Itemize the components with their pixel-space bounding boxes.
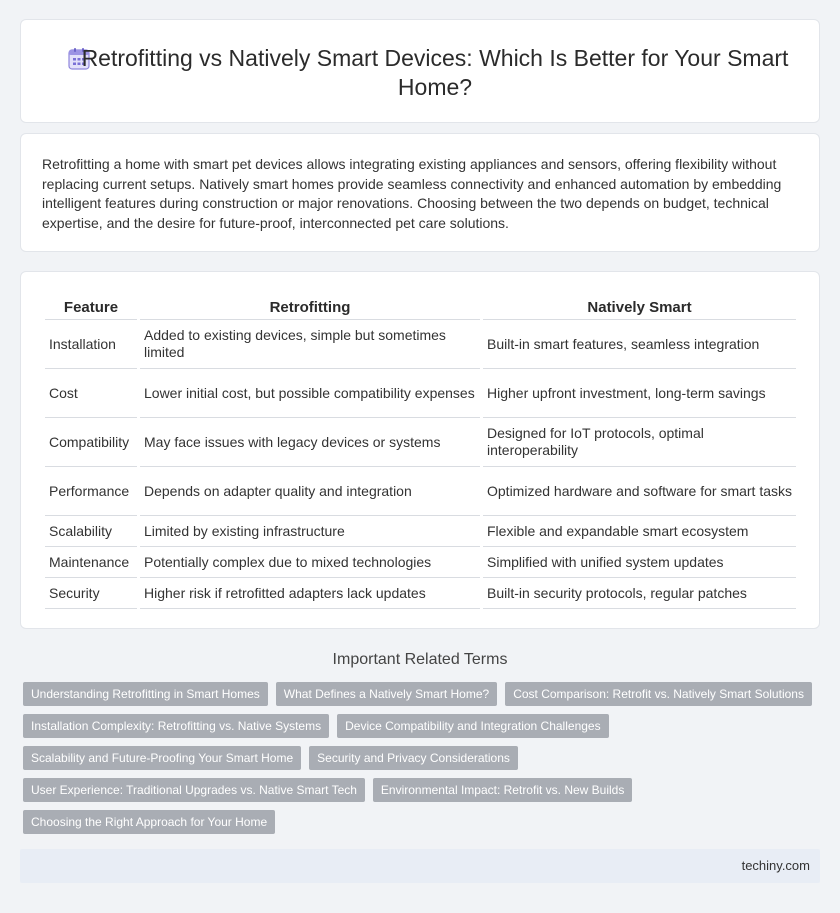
page-title: Retrofitting vs Natively Smart Devices: Which Is Better for Your Smart Home? — [81, 45, 789, 100]
related-term-tag[interactable]: Device Compatibility and Integration Challenges — [337, 714, 608, 738]
cell-retrofitting: Limited by existing infrastructure — [140, 516, 480, 547]
cell-natively-smart: Built-in smart features, seamless integration — [483, 320, 796, 369]
cell-retrofitting: Lower initial cost, but possible compatibility expenses — [140, 369, 480, 418]
comparison-table — [42, 294, 799, 609]
cell-natively-smart: Built-in security protocols, regular patches — [483, 578, 796, 609]
table-row — [45, 547, 796, 578]
cell-feature: Maintenance — [45, 547, 137, 578]
cell-natively-smart: Designed for IoT protocols, optimal interoperability — [483, 418, 796, 467]
cell-retrofitting: Potentially complex due to mixed technologies — [140, 547, 480, 578]
related-term-tag[interactable]: Cost Comparison: Retrofit vs. Natively Smart Solutions — [505, 682, 812, 706]
related-term-tag[interactable]: Understanding Retrofitting in Smart Homes — [23, 682, 268, 706]
cell-natively-smart: Higher upfront investment, long-term savings — [483, 369, 796, 418]
related-terms-heading: Important Related Terms — [332, 651, 508, 668]
related-term-tag[interactable]: Security and Privacy Considerations — [309, 746, 518, 770]
cell-natively-smart: Flexible and expandable smart ecosystem — [483, 516, 796, 547]
related-term-tag[interactable]: What Defines a Natively Smart Home? — [276, 682, 497, 706]
header-natively-smart: Natively Smart — [483, 294, 796, 320]
related-term-tag[interactable]: User Experience: Traditional Upgrades vs. Native Smart Tech — [23, 778, 365, 802]
table-row — [45, 467, 796, 516]
cell-natively-smart: Optimized hardware and software for smart tasks — [483, 467, 796, 516]
related-term-tag[interactable]: Environmental Impact: Retrofit vs. New Builds — [373, 778, 632, 802]
table-row — [45, 516, 796, 547]
table-row — [45, 418, 796, 467]
cell-natively-smart: Simplified with unified system updates — [483, 547, 796, 578]
header-retrofitting: Retrofitting — [140, 294, 480, 320]
cell-retrofitting: Higher risk if retrofitted adapters lack updates — [140, 578, 480, 609]
footer — [20, 849, 820, 883]
cell-feature: Cost — [45, 369, 137, 418]
intro-card — [20, 133, 820, 252]
cell-retrofitting: Depends on adapter quality and integration — [140, 467, 480, 516]
table-header-row — [45, 294, 796, 320]
title-card — [20, 19, 820, 123]
comparison-card — [20, 271, 820, 629]
intro-paragraph: Retrofitting a home with smart pet devices allows integrating existing appliances and sensors, offering flexibility without replacing current setups. Natively smart homes provide seamless connectivity and enhanced automation by embedding intelligent features during construction or major renovations. Choosing between the two depends on budget, technical expertise, and the desire for future-proof, interconnected pet care solutions. — [42, 156, 782, 231]
table-row — [45, 369, 796, 418]
cell-retrofitting: Added to existing devices, simple but sometimes limited — [140, 320, 480, 369]
table-row — [45, 578, 796, 609]
related-term-tag[interactable]: Scalability and Future-Proofing Your Smart Home — [23, 746, 301, 770]
footer-brand[interactable]: techiny.com — [741, 858, 810, 873]
cell-feature: Security — [45, 578, 137, 609]
header-feature: Feature — [45, 294, 137, 320]
cell-retrofitting: May face issues with legacy devices or systems — [140, 418, 480, 467]
related-term-tag[interactable]: Installation Complexity: Retrofitting vs. Native Systems — [23, 714, 329, 738]
table-row — [45, 320, 796, 369]
cell-feature: Installation — [45, 320, 137, 369]
cell-feature: Performance — [45, 467, 137, 516]
cell-feature: Scalability — [45, 516, 137, 547]
related-term-tag[interactable]: Choosing the Right Approach for Your Home — [23, 810, 275, 834]
related-terms-list — [23, 682, 823, 842]
cell-feature: Compatibility — [45, 418, 137, 467]
